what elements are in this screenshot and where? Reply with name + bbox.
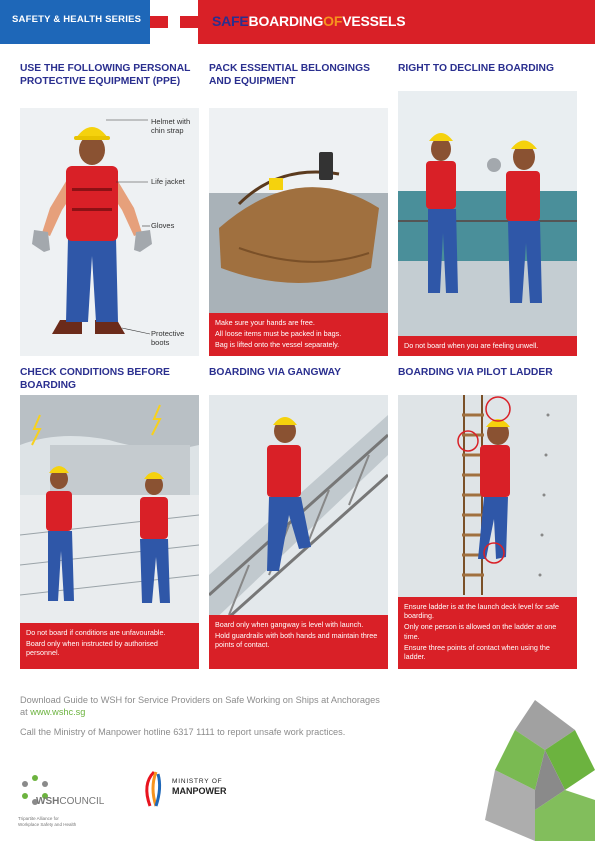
- caption-line: Board only when instructed by authorised personnel.: [26, 639, 158, 658]
- mom-logo-icon: [140, 768, 168, 808]
- wshc-link[interactable]: www.wshc.sg: [30, 706, 86, 717]
- panel-pack: [209, 63, 388, 358]
- caption-line: Ensure ladder is at the launch deck level for safe boarding.: [404, 602, 560, 621]
- hotline-note: Call the Ministry of Manpower hotline 6317 1111 to report unsafe work practices.: [20, 727, 346, 737]
- page-header: [0, 0, 595, 44]
- caption-line: All loose items must be packed in bags.: [215, 329, 342, 339]
- wsh-wordmark: WSHCOUNCIL: [36, 796, 105, 807]
- wsh-council-logo: [18, 772, 118, 832]
- panel-title: PACK ESSENTIAL BELONGINGS AND EQUIPMENT: [209, 63, 370, 87]
- caption-decline: [398, 336, 577, 356]
- label-helmet: Helmet with chin strap: [151, 117, 191, 135]
- label-boots: Protective boots: [151, 329, 185, 347]
- caption-line: Hold guardrails with both hands and maintain three points of contact.: [215, 631, 378, 650]
- cross-icon: [150, 0, 198, 44]
- decline-illustration: [398, 91, 577, 356]
- panel-decline: [398, 63, 577, 358]
- series-label: SAFETY & HEALTH SERIES: [12, 14, 142, 25]
- panel-title: BOARDING VIA GANGWAY: [209, 367, 341, 378]
- caption-line: Bag is lifted onto the vessel separately.: [215, 340, 340, 350]
- wsh-tagline: Tripartite Alliance for Workplace Safety and Health: [18, 816, 77, 827]
- caption-ladder: [398, 597, 577, 669]
- panel-title: USE THE FOLLOWING PERSONAL PROTECTIVE EQUIPMENT (PPE): [20, 63, 191, 87]
- series-banner: [0, 0, 170, 44]
- mom-line-2: MANPOWER: [172, 786, 227, 796]
- mom-line-1: MINISTRY OF: [172, 778, 223, 785]
- panel-conditions: [20, 367, 199, 669]
- caption-line: Make sure your hands are free.: [215, 318, 315, 327]
- corner-decoration: [475, 690, 595, 841]
- ppe-illustration: [20, 108, 199, 356]
- panel-ppe: [20, 63, 199, 358]
- download-note: [20, 695, 380, 718]
- caption-gangway: [209, 615, 388, 669]
- mom-logo: [140, 768, 250, 808]
- page-title: SAFEBOARDINGOFVESSELS: [212, 13, 406, 29]
- caption-line: Only one person is allowed on the ladder at one time.: [404, 622, 557, 641]
- caption-pack: [209, 313, 388, 356]
- caption-line: Do not board when you are feeling unwell.: [404, 341, 539, 350]
- label-gloves: Gloves: [151, 221, 175, 230]
- panel-title: CHECK CONDITIONS BEFORE BOARDING: [20, 367, 170, 391]
- caption-line: Do not board if conditions are unfavourable.: [26, 628, 166, 637]
- caption-conditions: [20, 623, 199, 669]
- panel-title: RIGHT TO DECLINE BOARDING: [398, 63, 554, 74]
- panel-gangway: [209, 367, 388, 669]
- panel-ladder: [398, 367, 577, 669]
- caption-line: Board only when gangway is level with launch.: [215, 620, 364, 629]
- download-text: Download Guide to WSH for Service Providers on Safe Working on Ships at Anchorages at: [20, 695, 380, 717]
- panel-title: BOARDING VIA PILOT LADDER: [398, 367, 553, 378]
- caption-line: Ensure three points of contact when using the ladder.: [404, 642, 550, 662]
- label-life-jacket: Life jacket: [151, 177, 185, 186]
